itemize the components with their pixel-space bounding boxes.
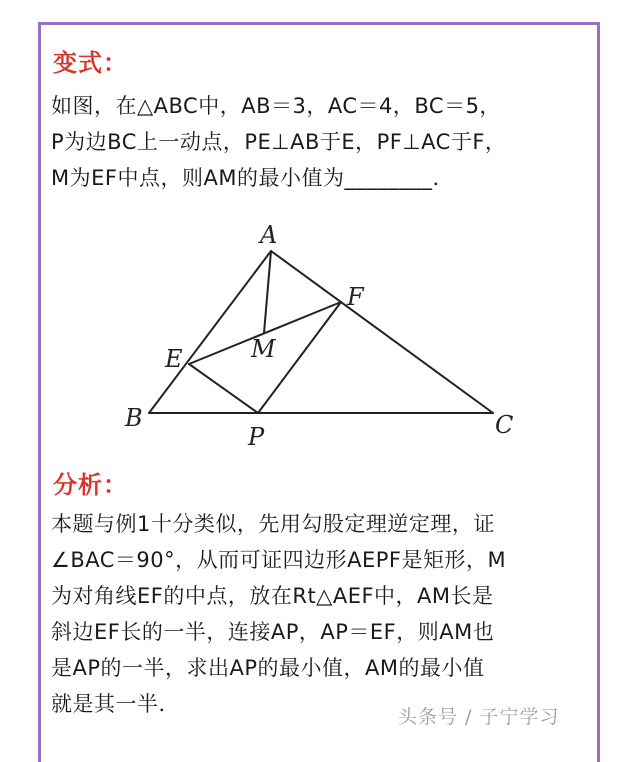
label-p: P <box>248 423 265 451</box>
segment-pe <box>189 364 258 413</box>
segment-am <box>264 251 271 333</box>
label-m: M <box>251 335 276 363</box>
watermark: 头条号 / 子宁学习 <box>398 706 560 728</box>
analysis-text <box>51 506 591 722</box>
segment-ac <box>271 251 493 413</box>
analysis-line-2: ∠BAC＝90°，从而可证四边形AEPF是矩形，M <box>51 548 507 572</box>
problem-card <box>38 22 600 762</box>
analysis-line-1: 本题与例1十分类似，先用勾股定理逆定理，证 <box>51 512 495 536</box>
analysis-line-3: 为对角线EF的中点，放在Rt△AEF中，AM长是 <box>51 584 494 608</box>
label-e: E <box>165 345 183 373</box>
triangle-figure <box>123 223 543 463</box>
label-a: A <box>260 223 278 249</box>
variant-heading: 变式： <box>53 49 128 77</box>
analysis-line-6: 就是其一半． <box>51 692 180 716</box>
label-f: F <box>347 283 364 311</box>
analysis-line-4: 斜边EF长的一半，连接AP，AP＝EF，则AM也 <box>51 620 495 644</box>
segment-ab <box>149 251 271 413</box>
variant-line-2: P为边BC上一动点，PE⊥AB于E，PF⊥AC于F， <box>51 130 507 154</box>
analysis-heading: 分析： <box>53 471 128 499</box>
analysis-line-5: 是AP的一半，求出AP的最小值，AM的最小值 <box>51 656 485 680</box>
label-b: B <box>125 404 143 432</box>
label-c: C <box>495 411 514 439</box>
variant-problem-text <box>51 88 591 196</box>
variant-line-3: M为EF中点，则AM的最小值为________． <box>51 166 454 190</box>
variant-line-1: 如图，在△ABC中，AB＝3，AC＝4，BC＝5， <box>51 94 501 118</box>
